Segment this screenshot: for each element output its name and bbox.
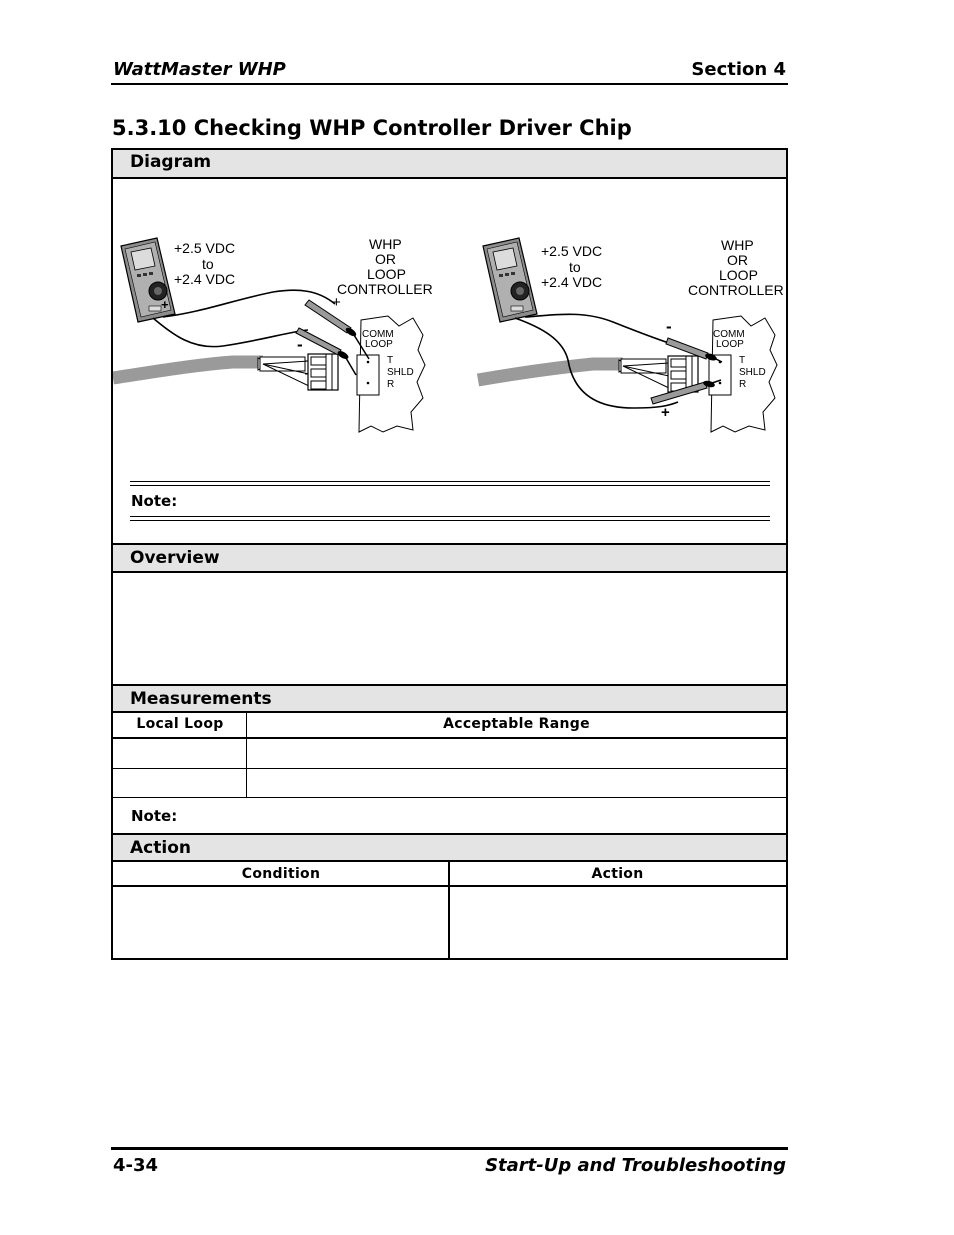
left-r-label: R [387, 379, 395, 390]
note-rule-top-1 [130, 481, 770, 482]
right-plus-sign: + [661, 404, 670, 421]
diagram-note-label: Note: [131, 492, 178, 510]
right-voltage-line1: +2.5 VDC [541, 243, 603, 259]
right-minus-sign: - [666, 317, 672, 336]
header-rule [111, 83, 788, 85]
left-voltage-line3: +2.4 VDC [174, 271, 236, 287]
measurements-note-label: Note: [131, 807, 178, 825]
note-rule-bottom-1 [130, 516, 770, 517]
left-ctrl-line2: OR [375, 251, 396, 267]
note-rule-top-2 [130, 485, 770, 486]
left-ctrl-line4: CONTROLLER [337, 281, 433, 297]
left-loop-label: LOOP [365, 339, 393, 350]
footer-chapter-title: Start-Up and Troubleshooting [485, 1155, 786, 1176]
measurements-header-rule [113, 737, 786, 739]
left-meter-plus: + [161, 297, 169, 312]
footer-rule [111, 1147, 788, 1150]
overview-bar-label: Overview [130, 548, 220, 568]
action-col-divider [448, 862, 450, 958]
right-voltage-line3: +2.4 VDC [541, 274, 603, 290]
note-rule-bottom-2 [130, 520, 770, 521]
overview-bar [113, 543, 786, 573]
right-comm-label: COMM [713, 329, 745, 340]
left-comm-label: COMM [362, 329, 394, 340]
right-ctrl-line1: WHP [721, 237, 754, 253]
diagram-bar-label: Diagram [130, 152, 212, 172]
left-figure [113, 236, 433, 432]
right-multimeter-icon [483, 238, 537, 322]
left-voltage-line2: to [202, 256, 214, 272]
right-loop-label: LOOP [716, 339, 744, 350]
left-terminal-block [308, 354, 338, 390]
measurements-bar [113, 684, 786, 713]
measurements-col-divider [246, 713, 247, 798]
left-cable [113, 362, 263, 378]
right-figure [478, 237, 784, 432]
right-voltage-line2: to [569, 259, 581, 275]
procedure-frame [111, 148, 788, 960]
measurements-bar-label: Measurements [130, 689, 272, 709]
left-plus-sign: + [332, 294, 341, 311]
right-ctrl-line2: OR [727, 252, 748, 268]
left-minus-lead [153, 318, 308, 347]
header-manual-title: WattMaster WHP [113, 59, 286, 80]
action-bar [113, 833, 786, 862]
wiring-diagram [113, 150, 786, 450]
left-ctrl-line1: WHP [369, 236, 402, 252]
measurements-col-local-loop: Local Loop [136, 716, 224, 732]
left-minus-sign: - [297, 335, 303, 354]
left-t-label: T [387, 355, 394, 366]
footer-page-number: 4-34 [113, 1155, 159, 1176]
right-ctrl-line3: LOOP [719, 267, 758, 283]
action-col-condition: Condition [241, 866, 321, 882]
left-voltage-line1: +2.5 VDC [174, 240, 236, 256]
right-r-label: R [739, 379, 747, 390]
left-shld-label: SHLD [387, 367, 414, 378]
measurements-col-acceptable-range: Acceptable Range [443, 716, 590, 732]
right-ctrl-line4: CONTROLLER [688, 282, 784, 298]
right-t-label: T [739, 355, 746, 366]
action-bar-label: Action [130, 838, 191, 858]
action-col-action: Action [591, 866, 644, 882]
section-title: 5.3.10 Checking WHP Controller Driver Chip [112, 116, 632, 140]
measurements-row-rule-2 [113, 797, 786, 798]
left-ctrl-line3: LOOP [367, 266, 406, 282]
measurements-row-rule-1 [113, 768, 786, 769]
right-cable [478, 364, 623, 380]
header-section-label: Section 4 [691, 59, 786, 80]
right-shld-label: SHLD [739, 367, 766, 378]
